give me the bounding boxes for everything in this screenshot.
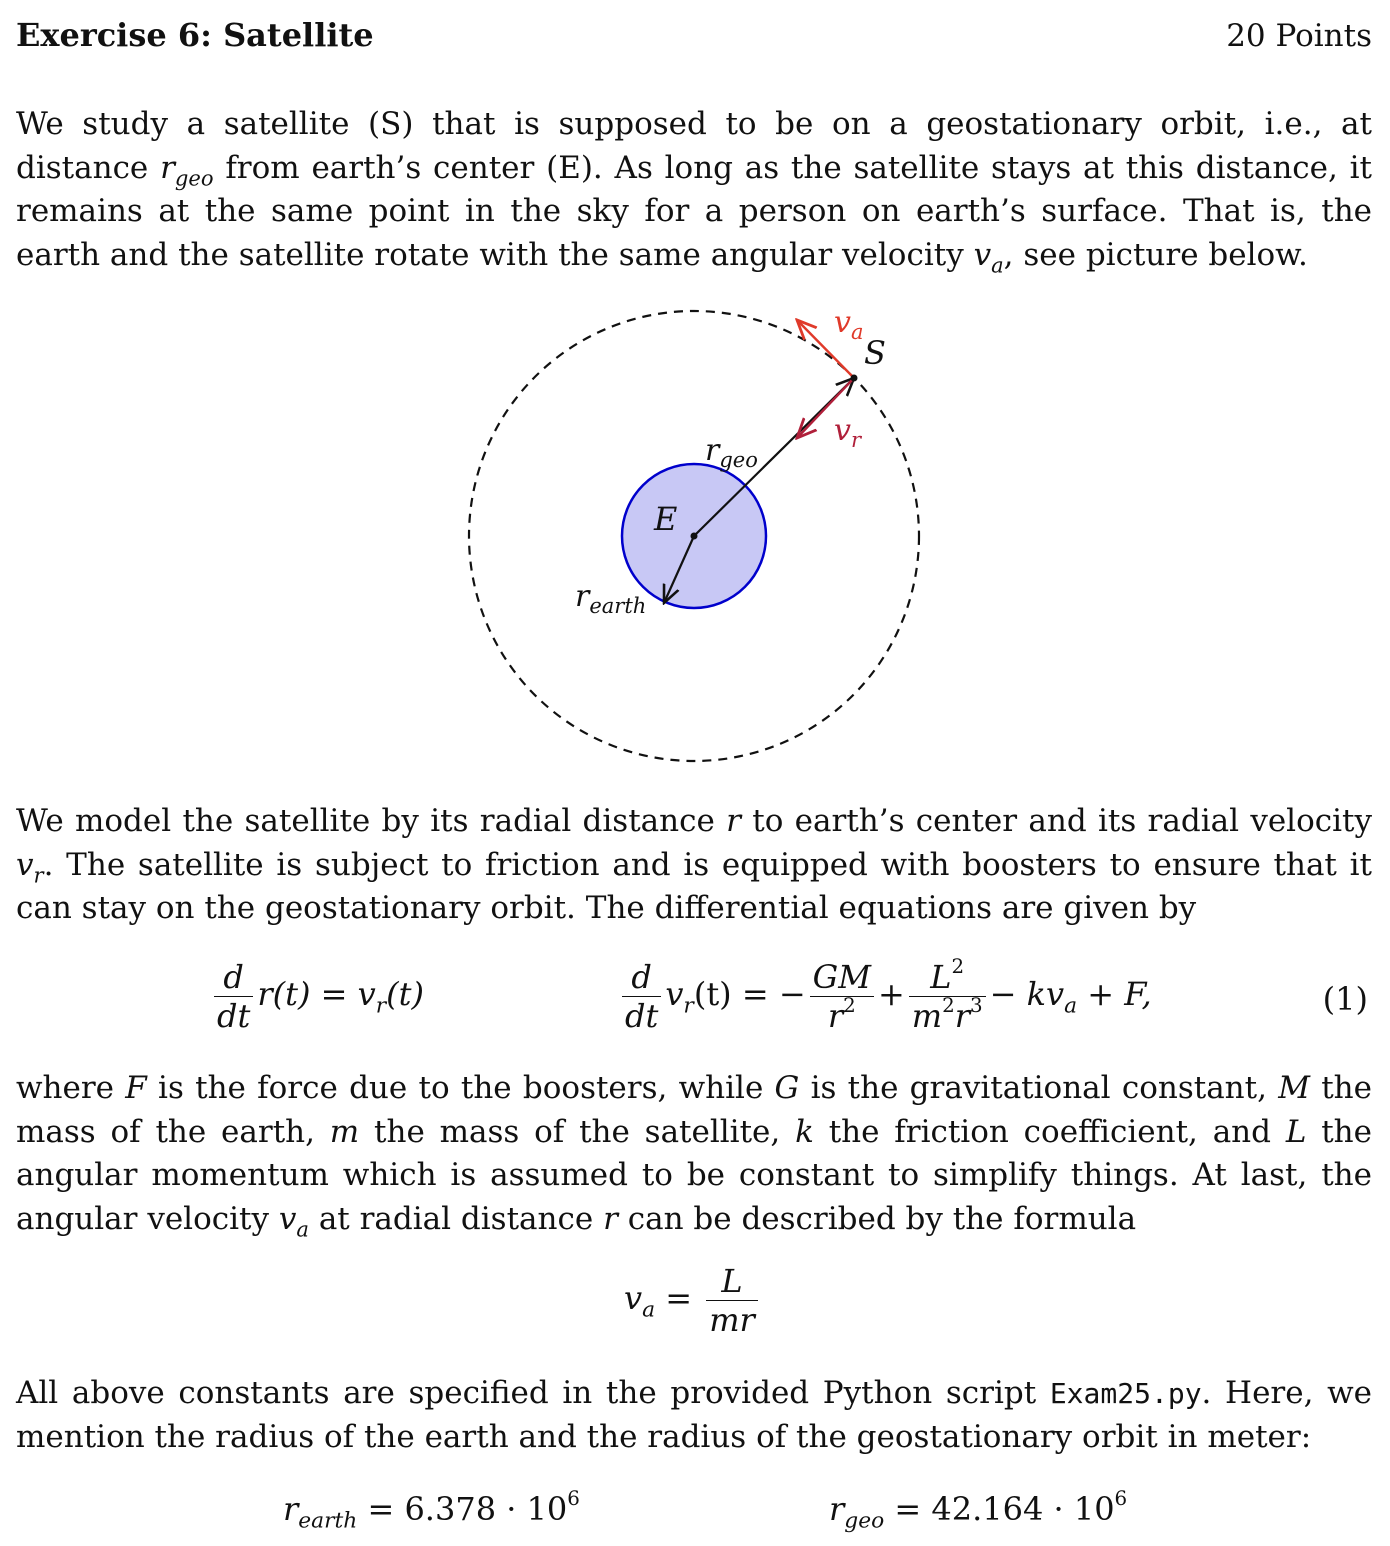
orbit-diagram bbox=[440, 290, 960, 780]
intro-paragraph: We study a satellite (S) that is supposed to be on a geostationary orbit, i.e., at distance $r_{geo}$ from earth’s center (E). As long as the satellite stays at this distance, it remains at the same point in the sky for a person on earth’s surface. That is, the earth and the satellite rotate with the same angular velocity $v_a$, see picture below. bbox=[16, 106, 1373, 277]
label-e: E bbox=[654, 500, 678, 538]
label-s: S bbox=[864, 334, 886, 372]
satellite-dot bbox=[851, 375, 858, 382]
constants-paragraph: All above constants are specified in the provided Python script Exam25.py. Here, we mention the radius of the earth and the radius of the geostationary orbit in meter: bbox=[16, 1375, 1372, 1455]
exercise-title: Exercise 6: Satellite bbox=[16, 16, 374, 54]
points-label: 20 Points bbox=[1226, 18, 1372, 54]
r-earth-value: $r_{earth} = 6.378 \cdot 10^6$ bbox=[283, 1487, 580, 1534]
label-r-geo: $r_{geo}$ bbox=[705, 433, 758, 472]
equation-va: $v_a$ = $\frac{L}{mr}$ bbox=[624, 1262, 762, 1339]
label-r-earth: $r_{earth}$ bbox=[575, 579, 647, 618]
label-v-a: $v_a$ bbox=[834, 305, 864, 344]
equation-number: (1) bbox=[1322, 980, 1368, 1018]
model-paragraph: We model the satellite by its radial distance r to earth’s center and its radial velocity $v_r$. The satellite is subject to friction and is equipped with boosters to ensure that it can stay on the geostationary orbit. The differential equations are given by bbox=[16, 803, 1372, 926]
equation-dr-dt: $\frac{d}{dt}$ $r(t) = v_r(t)$ bbox=[210, 958, 424, 1035]
script-filename: Exam25.py bbox=[1049, 1377, 1202, 1410]
label-v-r: $v_r$ bbox=[834, 413, 861, 452]
r-geo-value: $r_{geo} = 42.164 \cdot 10^6$ bbox=[829, 1487, 1128, 1534]
earth-center-dot bbox=[691, 533, 698, 540]
where-paragraph: where F is the force due to the boosters, while G is the gravitational constant, M the mass of the earth, m the mass of the satellite, k the friction coefficient, and L the angular momentum which is assumed to be constant to simplify things. At last, the angular velocity $v_a$ at radial distance r can be described by the formula bbox=[16, 1070, 1372, 1241]
equation-dvr-dt: $\frac{d}{dt}$ $v_r(t)$ = − $\frac{GM}{r^2}$ + $\frac{L^2}{m^2r^3}$ − $kv_a + F$, bbox=[618, 958, 1152, 1035]
